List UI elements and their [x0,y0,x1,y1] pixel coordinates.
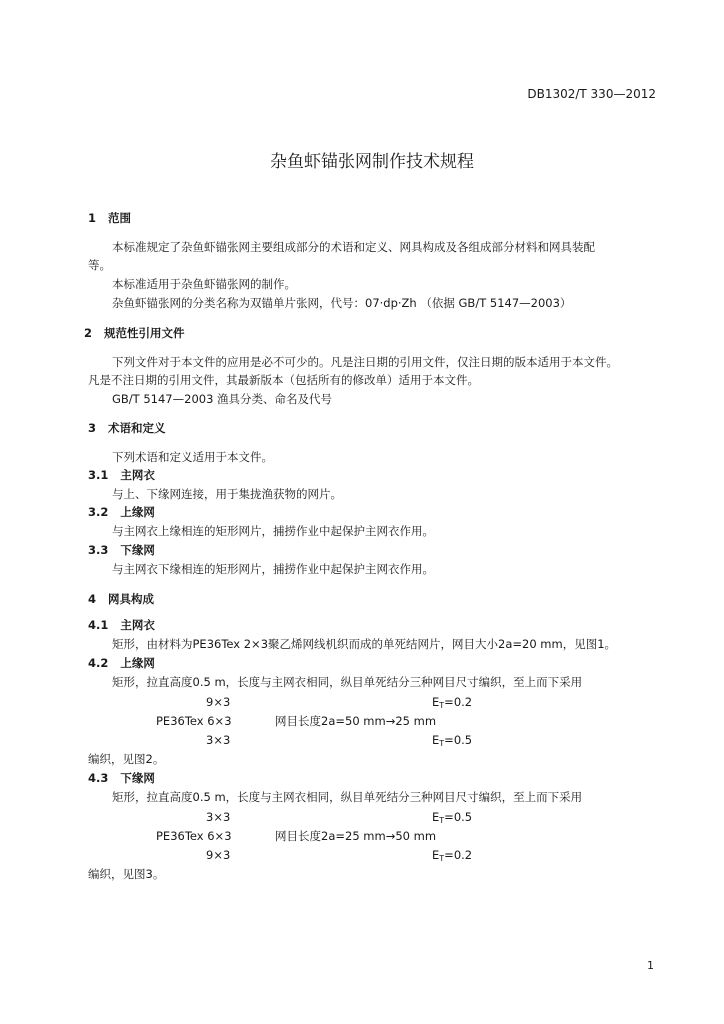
e-subscript: T [439,739,445,748]
paragraph-line: 矩形，拉直高度0.5 m，长度与主网衣相同，纵目单死结分三种网目尺寸编织，至上而下采用 [112,790,583,804]
mesh-length: 网目长度2a=50 mm→25 mm [275,714,437,728]
standard-code: DB1302/T 330—2012 [527,87,656,101]
paragraph-line: 本标准规定了杂鱼虾锚张网主要组成部分的术语和定义、网具构成及各组成部分材料和网具装配 [112,240,595,254]
term-definition: 与主网衣上缘相连的矩形网片，捕捞作业中起保护主网衣作用。 [112,524,434,538]
e-symbol: E [432,695,440,709]
paragraph-line: 本标准适用于杂鱼虾锚张网的制作。 [112,277,296,291]
e-equals: = [444,733,454,747]
paragraph-line: 下列文件对于本文件的应用是必不可少的。凡是注日期的引用文件，仅注日期的版本适用于本文件。 [112,355,618,369]
e-subscript: T [439,816,445,825]
subsection-number: 4.1 [88,618,109,632]
term-number: 3.3 [88,543,109,557]
term-number: 3.2 [88,505,109,519]
section-title: 术语和定义 [108,421,166,435]
e-subscript: T [439,701,445,710]
paragraph-line: 编织，见图2。 [88,752,165,766]
term-number: 3.1 [88,468,109,482]
e-value: 0.2 [453,695,473,709]
section-heading-scope [88,211,131,225]
section-number: 2 [84,326,93,340]
e-symbol: E [432,810,440,824]
term-title: 主网衣 [120,468,155,482]
subsection-heading [88,618,155,632]
material-spec: PE36Tex 6×3 [156,714,232,728]
subsection-number: 4.2 [88,656,109,670]
paragraph-line: 编织，见图3。 [88,867,165,881]
subsection-heading [88,771,155,785]
section-title: 网具构成 [108,592,155,606]
stretch-ratio [432,810,472,824]
yarn-spec: 9×3 [206,848,231,862]
yarn-spec: 3×3 [206,733,231,747]
section-heading-terms [88,421,166,435]
mesh-length: 网目长度2a=25 mm→50 mm [275,829,437,843]
section-title: 规范性引用文件 [104,326,185,340]
yarn-spec: 9×3 [206,695,231,709]
subsection-title: 主网衣 [120,618,155,632]
subsection-number: 4.3 [88,771,109,785]
paragraph-line: 等。 [88,258,111,272]
paragraph-line: 凡是不注日期的引用文件，其最新版本（包括所有的修改单）适用于本文件。 [88,373,479,387]
section-number: 3 [88,421,97,435]
stretch-ratio [432,733,472,747]
paragraph-line: 杂鱼虾锚张网的分类名称为双锚单片张网，代号：07·dp·Zh （依据 GB/T 5147—2003） [112,296,572,310]
paragraph-line: 矩形，拉直高度0.5 m，长度与主网衣相同，纵目单死结分三种网目尺寸编织，至上而下采用 [112,675,583,689]
term-title: 上缘网 [120,505,155,519]
paragraph-line: 下列术语和定义适用于本文件。 [112,450,273,464]
section-number: 1 [88,211,97,225]
e-equals: = [444,848,454,862]
subsection-heading [88,656,155,670]
e-symbol: E [432,733,440,747]
section-heading-normative [84,326,185,340]
e-equals: = [444,695,454,709]
e-symbol: E [432,848,440,862]
term-heading [88,505,155,519]
e-equals: = [444,810,454,824]
section-title: 范围 [108,211,132,225]
stretch-ratio [432,848,472,862]
section-number: 4 [88,592,97,606]
term-definition: 与主网衣下缘相连的矩形网片，捕捞作业中起保护主网衣作用。 [112,562,434,576]
material-spec: PE36Tex 6×3 [156,829,232,843]
subsection-title: 下缘网 [120,771,155,785]
yarn-spec: 3×3 [206,810,231,824]
paragraph-line: 矩形，由材料为PE36Tex 2×3聚乙烯网线机织而成的单死结网片，网目大小2a=20 mm，见图1。 [112,637,617,651]
term-heading [88,468,155,482]
e-value: 0.5 [453,810,473,824]
e-value: 0.5 [453,733,473,747]
stretch-ratio [432,695,472,709]
reference-item: GB/T 5147—2003 渔具分类、命名及代号 [112,392,333,406]
e-subscript: T [439,854,445,863]
term-heading [88,543,155,557]
document-title: 杂鱼虾锚张网制作技术规程 [270,152,474,172]
subsection-title: 上缘网 [120,656,155,670]
term-definition: 与上、下缘网连接，用于集拢渔获物的网片。 [112,487,342,501]
term-title: 下缘网 [120,543,155,557]
e-value: 0.2 [453,848,473,862]
section-heading-construction [88,592,154,606]
page-number: 1 [647,959,654,972]
